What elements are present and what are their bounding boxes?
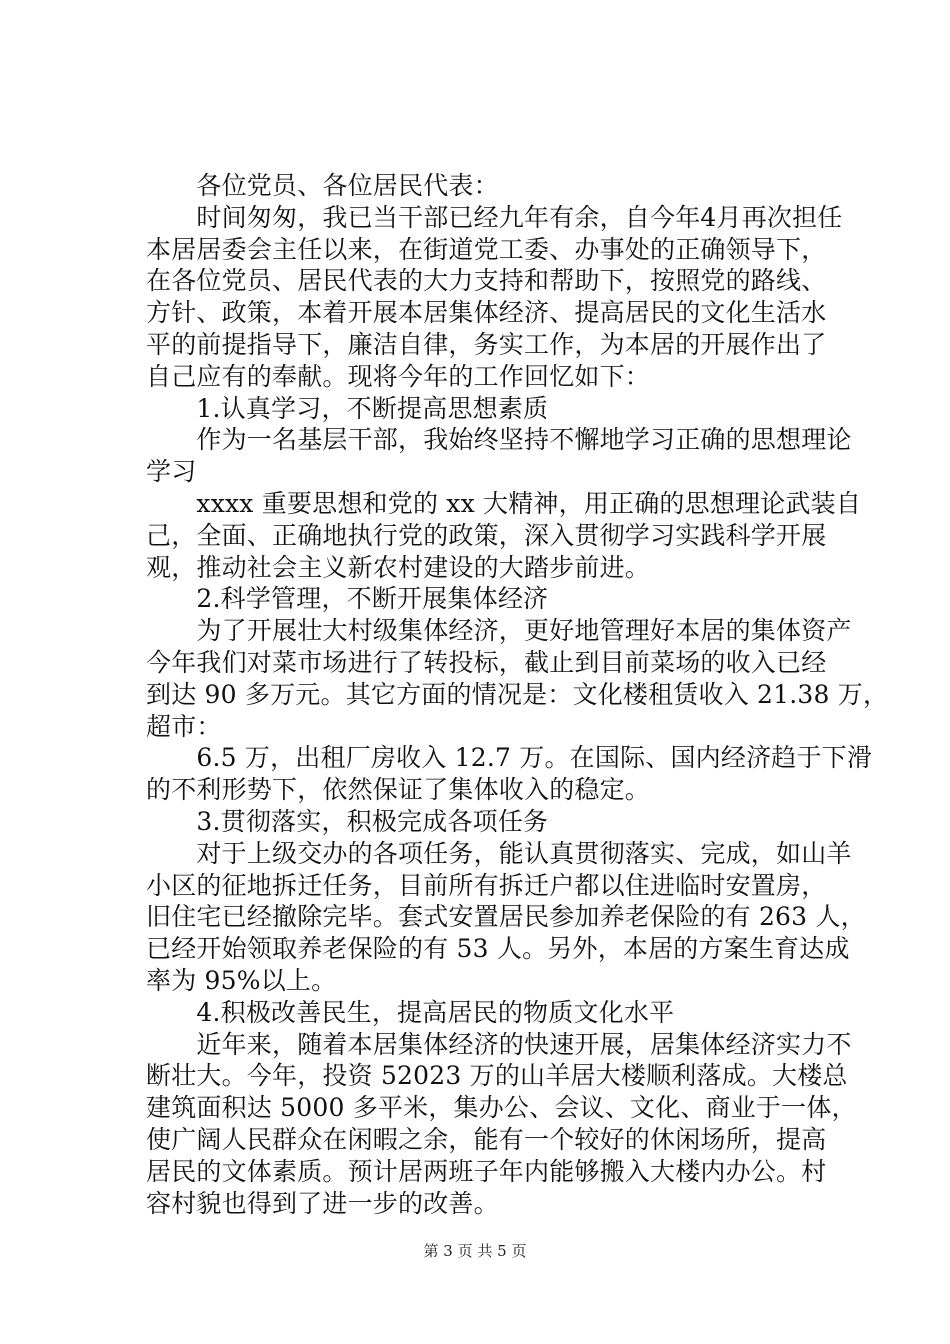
section-heading: 3.贯彻落实，积极完成各项任务: [146, 806, 549, 836]
text-line: 观，推动社会主义新农村建设的大踏步前进。: [146, 552, 651, 582]
text-line: 建筑面积达 5000 多平米，集办公、会议、文化、商业于一体，: [146, 1093, 857, 1123]
text-line: 容村貌也得到了进一步的改善。: [146, 1188, 499, 1218]
text-line: 自己应有的奉献。现将今年的工作回忆如下：: [146, 361, 651, 391]
text-line: 在各位党员、居民代表的大力支持和帮助下，按照党的路线、: [146, 266, 827, 296]
section-heading: 4.积极改善民生，提高居民的物质文化水平: [146, 997, 675, 1027]
text-line: 方针、政策，本着开展本居集体经济、提高居民的文化生活水: [146, 298, 827, 328]
text-line: 各位党员、各位居民代表：: [146, 171, 499, 200]
text-line: 断壮大。今年，投资 52023 万的山羊居大楼顺利落成。大楼总: [146, 1061, 848, 1091]
text-line: 对于上级交办的各项任务，能认真贯彻落实、完成，如山羊: [146, 838, 852, 868]
text-line: 率为 95%以上。: [146, 965, 337, 995]
section-heading: 2.科学管理，不断开展集体经济: [146, 584, 549, 614]
text-line: 使广阔人民群众在闲暇之余，能有一个较好的休闲场所，提高: [146, 1124, 827, 1154]
section-heading: 1.认真学习，不断提高思想素质: [146, 393, 549, 423]
text-line: 己，全面、正确地执行党的政策，深入贯彻学习实践科学开展: [146, 520, 827, 550]
text-line: 平的前提指导下，廉洁自律，务实工作，为本居的开展作出了: [146, 329, 827, 359]
text-line: 旧住宅已经撤除完毕。套式安置居民参加养老保险的有 263 人，: [146, 902, 866, 932]
text-line: 学习: [146, 457, 197, 487]
text-line: xxxx 重要思想和党的 xx 大精神，用正确的思想理论武装自: [146, 488, 862, 518]
text-line: 的不利形势下，依然保证了集体收入的稳定。: [146, 775, 651, 805]
text-line: 居民的文体素质。预计居两班子年内能够搬入大楼内办公。村: [146, 1156, 827, 1186]
body-text: [146, 170, 889, 1219]
text-line: 本居居委会主任以来，在街道党工委、办事处的正确领导下，: [146, 234, 827, 264]
text-line: 时间匆匆，我已当干部已经九年有余，自今年4月再次担任: [146, 202, 843, 232]
text-line: 超市：: [146, 711, 222, 741]
text-line: 已经开始领取养老保险的有 53 人。另外，本居的方案生育达成: [146, 934, 850, 964]
text-line: 作为一名基层干部，我始终坚持不懈地学习正确的思想理论: [146, 425, 852, 455]
text-line: 6.5 万，出租厂房收入 12.7 万。在国际、国内经济趋于下滑: [146, 743, 873, 773]
text-line: 小区的征地拆迁任务，目前所有拆迁户都以住进临时安置房，: [146, 870, 827, 900]
text-line: 到达 90 多万元。其它方面的情况是：文化楼租赁收入 21.38 万，: [146, 679, 889, 709]
page-number-footer: 第 3 页 共 5 页: [423, 1242, 527, 1260]
text-line: 今年我们对菜市场进行了转投标，截止到目前菜场的收入已经: [146, 647, 827, 677]
text-line: 近年来，随着本居集体经济的快速开展，居集体经济实力不: [146, 1029, 852, 1059]
text-line: 为了开展壮大村级集体经济，更好地管理好本居的集体资产: [146, 616, 852, 646]
